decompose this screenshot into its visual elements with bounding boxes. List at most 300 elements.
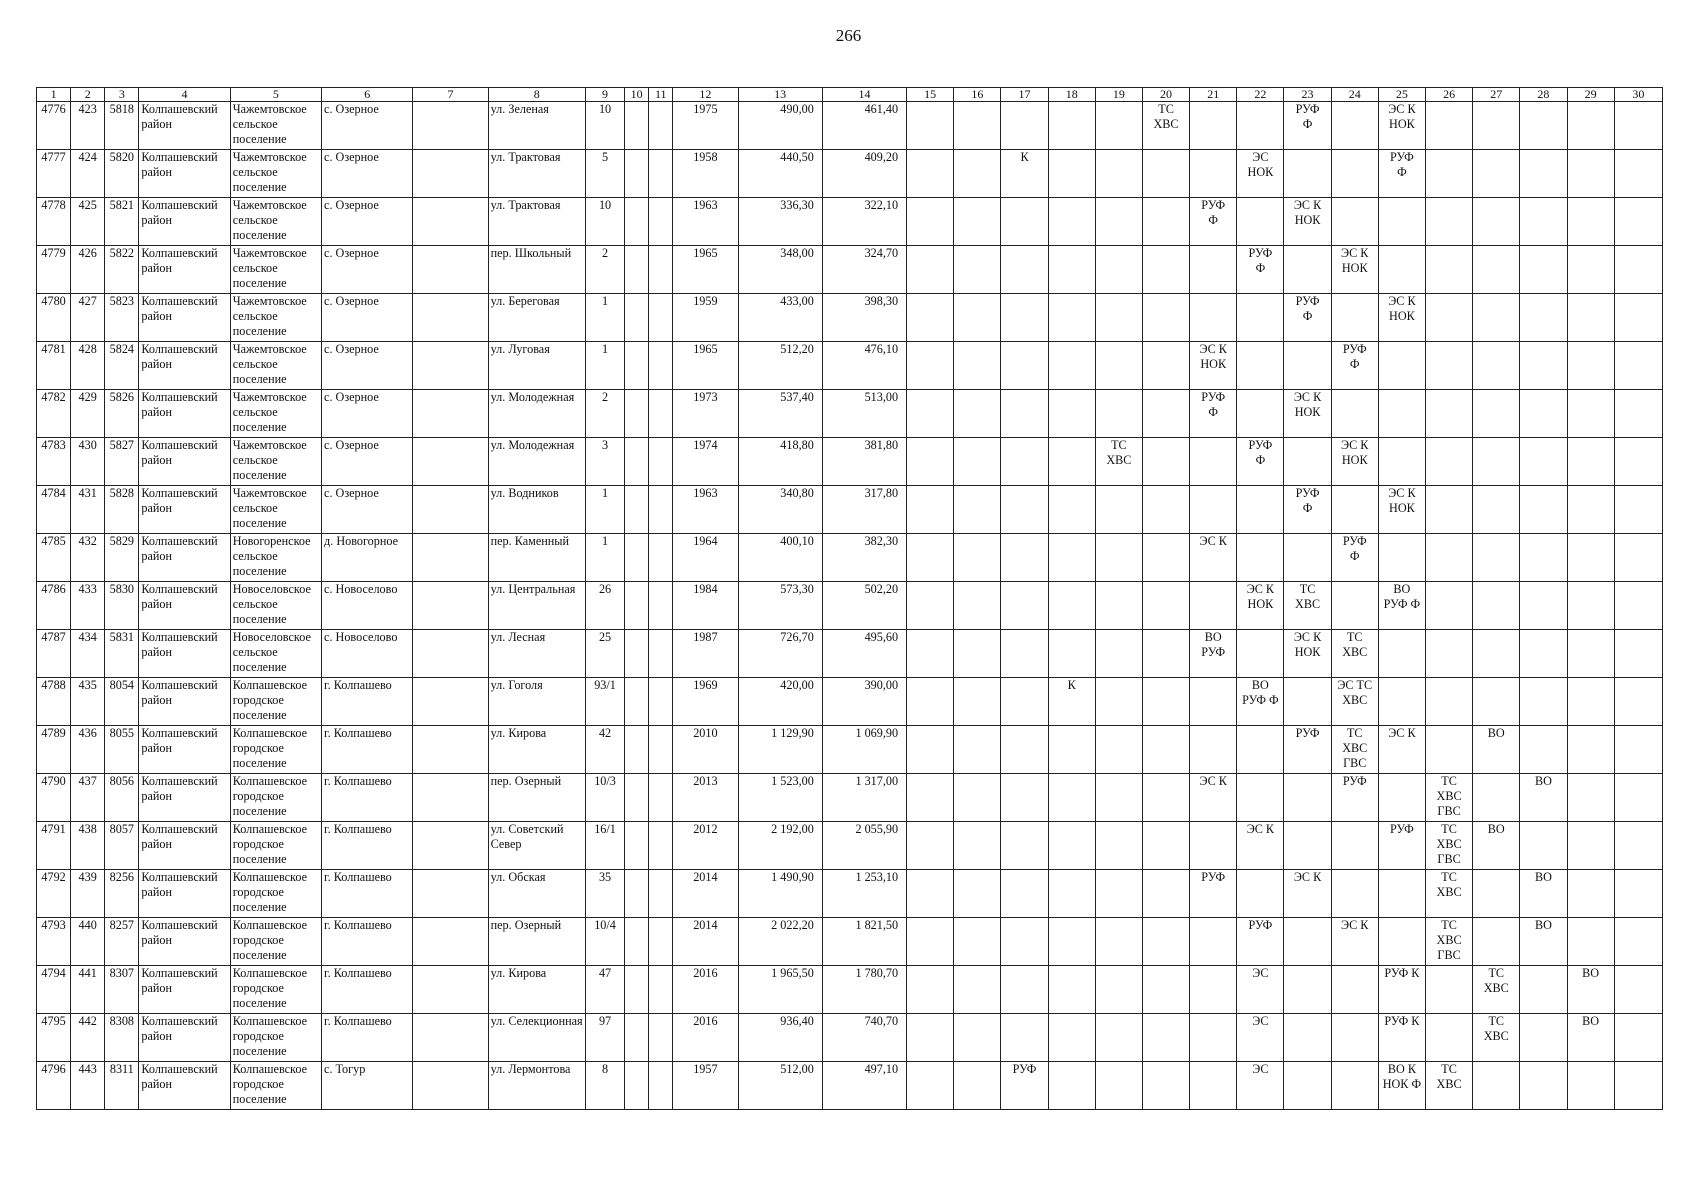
cell-col-22 xyxy=(1237,630,1284,678)
cell-col-21 xyxy=(1190,726,1237,774)
cell-col-28 xyxy=(1520,1062,1567,1110)
cell-col-25: ЭС К xyxy=(1378,726,1425,774)
cell-col-12: 2014 xyxy=(673,918,738,966)
cell-col-23 xyxy=(1284,246,1331,294)
cell-col-5: Колпашевское городское поселение xyxy=(230,1014,321,1062)
column-header-20: 20 xyxy=(1142,88,1189,102)
cell-col-6: г. Колпашево xyxy=(322,774,413,822)
cell-col-23 xyxy=(1284,1014,1331,1062)
cell-col-30 xyxy=(1614,582,1662,630)
cell-col-21 xyxy=(1190,966,1237,1014)
cell-col-11 xyxy=(649,150,673,198)
cell-col-13: 400,10 xyxy=(738,534,822,582)
table-row xyxy=(37,726,1663,774)
table-row xyxy=(37,438,1663,486)
cell-col-23 xyxy=(1284,534,1331,582)
cell-col-4: Колпашевский район xyxy=(139,918,230,966)
column-header-18: 18 xyxy=(1048,88,1095,102)
cell-col-22 xyxy=(1237,294,1284,342)
cell-col-19 xyxy=(1095,294,1142,342)
cell-col-21 xyxy=(1190,822,1237,870)
cell-col-8: ул. Лесная xyxy=(488,630,585,678)
cell-col-11 xyxy=(649,534,673,582)
cell-col-25 xyxy=(1378,630,1425,678)
cell-col-7 xyxy=(413,630,488,678)
cell-col-24 xyxy=(1331,1014,1378,1062)
cell-col-13: 418,80 xyxy=(738,438,822,486)
cell-col-22 xyxy=(1237,726,1284,774)
cell-col-23: ЭС К НОК xyxy=(1284,390,1331,438)
cell-col-14: 495,60 xyxy=(822,630,906,678)
column-header-13: 13 xyxy=(738,88,822,102)
cell-col-1: 4796 xyxy=(37,1062,71,1110)
cell-col-20 xyxy=(1142,390,1189,438)
cell-col-27 xyxy=(1473,630,1520,678)
cell-col-12: 1963 xyxy=(673,198,738,246)
cell-col-15 xyxy=(907,678,954,726)
cell-col-15 xyxy=(907,438,954,486)
cell-col-1: 4792 xyxy=(37,870,71,918)
cell-col-8: пер. Каменный xyxy=(488,534,585,582)
cell-col-18 xyxy=(1048,534,1095,582)
cell-col-12: 1975 xyxy=(673,102,738,150)
cell-col-6: с. Озерное xyxy=(322,198,413,246)
cell-col-13: 348,00 xyxy=(738,246,822,294)
cell-col-1: 4782 xyxy=(37,390,71,438)
cell-col-8: ул. Центральная xyxy=(488,582,585,630)
cell-col-29: ВО xyxy=(1567,1014,1614,1062)
cell-col-2: 438 xyxy=(71,822,105,870)
cell-col-28: ВО xyxy=(1520,870,1567,918)
cell-col-13: 336,30 xyxy=(738,198,822,246)
cell-col-29 xyxy=(1567,534,1614,582)
cell-col-26 xyxy=(1425,246,1472,294)
cell-col-27 xyxy=(1473,678,1520,726)
cell-col-28 xyxy=(1520,102,1567,150)
cell-col-6: д. Новогорное xyxy=(322,534,413,582)
cell-col-15 xyxy=(907,918,954,966)
cell-col-15 xyxy=(907,726,954,774)
cell-col-12: 2016 xyxy=(673,1014,738,1062)
cell-col-3: 5831 xyxy=(105,630,139,678)
cell-col-12: 1984 xyxy=(673,582,738,630)
cell-col-20 xyxy=(1142,246,1189,294)
cell-col-7 xyxy=(413,486,488,534)
cell-col-29 xyxy=(1567,774,1614,822)
cell-col-2: 426 xyxy=(71,246,105,294)
cell-col-28 xyxy=(1520,390,1567,438)
cell-col-20 xyxy=(1142,150,1189,198)
cell-col-13: 340,80 xyxy=(738,486,822,534)
cell-col-3: 8257 xyxy=(105,918,139,966)
cell-col-8: ул. Советский Север xyxy=(488,822,585,870)
cell-col-4: Колпашевский район xyxy=(139,870,230,918)
cell-col-28 xyxy=(1520,1014,1567,1062)
cell-col-22: РУФ Ф xyxy=(1237,246,1284,294)
cell-col-4: Колпашевский район xyxy=(139,102,230,150)
cell-col-1: 4780 xyxy=(37,294,71,342)
cell-col-23: ЭС К НОК xyxy=(1284,198,1331,246)
cell-col-9: 93/1 xyxy=(585,678,624,726)
cell-col-11 xyxy=(649,966,673,1014)
cell-col-21: ЭС К xyxy=(1190,774,1237,822)
cell-col-18 xyxy=(1048,390,1095,438)
cell-col-28 xyxy=(1520,294,1567,342)
cell-col-24 xyxy=(1331,198,1378,246)
cell-col-30 xyxy=(1614,630,1662,678)
cell-col-9: 3 xyxy=(585,438,624,486)
cell-col-21 xyxy=(1190,438,1237,486)
cell-col-26 xyxy=(1425,102,1472,150)
cell-col-7 xyxy=(413,774,488,822)
cell-col-11 xyxy=(649,630,673,678)
cell-col-7 xyxy=(413,198,488,246)
cell-col-18 xyxy=(1048,966,1095,1014)
column-header-6: 6 xyxy=(322,88,413,102)
cell-col-22 xyxy=(1237,534,1284,582)
cell-col-26: ТС ХВС xyxy=(1425,1062,1472,1110)
cell-col-24 xyxy=(1331,486,1378,534)
cell-col-26 xyxy=(1425,198,1472,246)
cell-col-15 xyxy=(907,486,954,534)
cell-col-3: 5828 xyxy=(105,486,139,534)
cell-col-22: ЭС НОК xyxy=(1237,150,1284,198)
cell-col-16 xyxy=(954,918,1001,966)
cell-col-30 xyxy=(1614,822,1662,870)
cell-col-29 xyxy=(1567,102,1614,150)
cell-col-6: г. Колпашево xyxy=(322,822,413,870)
cell-col-16 xyxy=(954,582,1001,630)
cell-col-25 xyxy=(1378,774,1425,822)
column-header-9: 9 xyxy=(585,88,624,102)
cell-col-3: 5827 xyxy=(105,438,139,486)
cell-col-11 xyxy=(649,390,673,438)
cell-col-25 xyxy=(1378,246,1425,294)
cell-col-27: ТС ХВС xyxy=(1473,966,1520,1014)
cell-col-1: 4786 xyxy=(37,582,71,630)
cell-col-19 xyxy=(1095,630,1142,678)
cell-col-24 xyxy=(1331,966,1378,1014)
cell-col-16 xyxy=(954,198,1001,246)
cell-col-27 xyxy=(1473,774,1520,822)
cell-col-30 xyxy=(1614,294,1662,342)
cell-col-8: ул. Трактовая xyxy=(488,198,585,246)
cell-col-10 xyxy=(625,534,649,582)
cell-col-12: 2016 xyxy=(673,966,738,1014)
cell-col-11 xyxy=(649,774,673,822)
column-header-28: 28 xyxy=(1520,88,1567,102)
column-header-2: 2 xyxy=(71,88,105,102)
cell-col-15 xyxy=(907,774,954,822)
cell-col-2: 423 xyxy=(71,102,105,150)
cell-col-16 xyxy=(954,1062,1001,1110)
cell-col-5: Чажемтовское сельское поселение xyxy=(230,102,321,150)
cell-col-18 xyxy=(1048,630,1095,678)
cell-col-21 xyxy=(1190,1062,1237,1110)
cell-col-13: 512,00 xyxy=(738,1062,822,1110)
cell-col-20: ТС ХВС xyxy=(1142,102,1189,150)
cell-col-5: Чажемтовское сельское поселение xyxy=(230,438,321,486)
column-header-16: 16 xyxy=(954,88,1001,102)
cell-col-8: ул. Обская xyxy=(488,870,585,918)
cell-col-26 xyxy=(1425,294,1472,342)
cell-col-14: 740,70 xyxy=(822,1014,906,1062)
cell-col-21 xyxy=(1190,918,1237,966)
cell-col-2: 432 xyxy=(71,534,105,582)
table-row xyxy=(37,150,1663,198)
cell-col-19 xyxy=(1095,342,1142,390)
cell-col-10 xyxy=(625,1062,649,1110)
cell-col-25: ЭС К НОК xyxy=(1378,294,1425,342)
cell-col-23 xyxy=(1284,966,1331,1014)
cell-col-21: ЭС К xyxy=(1190,534,1237,582)
cell-col-8: пер. Озерный xyxy=(488,774,585,822)
cell-col-12: 1958 xyxy=(673,150,738,198)
cell-col-12: 1964 xyxy=(673,534,738,582)
cell-col-12: 2010 xyxy=(673,726,738,774)
cell-col-9: 35 xyxy=(585,870,624,918)
cell-col-17 xyxy=(1001,870,1048,918)
column-header-29: 29 xyxy=(1567,88,1614,102)
cell-col-12: 1974 xyxy=(673,438,738,486)
cell-col-5: Новоселовское сельское поселение xyxy=(230,582,321,630)
cell-col-23 xyxy=(1284,342,1331,390)
cell-col-24: ЭС К НОК xyxy=(1331,246,1378,294)
cell-col-29 xyxy=(1567,486,1614,534)
cell-col-9: 2 xyxy=(585,390,624,438)
cell-col-5: Чажемтовское сельское поселение xyxy=(230,150,321,198)
cell-col-30 xyxy=(1614,726,1662,774)
cell-col-13: 2 022,20 xyxy=(738,918,822,966)
cell-col-27 xyxy=(1473,918,1520,966)
cell-col-14: 382,30 xyxy=(822,534,906,582)
cell-col-16 xyxy=(954,966,1001,1014)
cell-col-16 xyxy=(954,630,1001,678)
cell-col-29 xyxy=(1567,918,1614,966)
cell-col-9: 1 xyxy=(585,534,624,582)
cell-col-17 xyxy=(1001,534,1048,582)
cell-col-6: г. Колпашево xyxy=(322,678,413,726)
cell-col-28 xyxy=(1520,534,1567,582)
cell-col-15 xyxy=(907,630,954,678)
cell-col-16 xyxy=(954,774,1001,822)
cell-col-14: 461,40 xyxy=(822,102,906,150)
cell-col-30 xyxy=(1614,390,1662,438)
cell-col-16 xyxy=(954,438,1001,486)
cell-col-21 xyxy=(1190,150,1237,198)
cell-col-28 xyxy=(1520,198,1567,246)
table-row xyxy=(37,294,1663,342)
cell-col-17 xyxy=(1001,918,1048,966)
cell-col-4: Колпашевский район xyxy=(139,294,230,342)
cell-col-14: 2 055,90 xyxy=(822,822,906,870)
cell-col-1: 4787 xyxy=(37,630,71,678)
page-number: 266 xyxy=(835,26,862,45)
cell-col-26 xyxy=(1425,534,1472,582)
cell-col-7 xyxy=(413,438,488,486)
cell-col-10 xyxy=(625,342,649,390)
column-header-5: 5 xyxy=(230,88,321,102)
cell-col-21 xyxy=(1190,678,1237,726)
cell-col-8: ул. Зеленая xyxy=(488,102,585,150)
cell-col-1: 4776 xyxy=(37,102,71,150)
cell-col-30 xyxy=(1614,198,1662,246)
cell-col-3: 5820 xyxy=(105,150,139,198)
cell-col-4: Колпашевский район xyxy=(139,390,230,438)
column-header-27: 27 xyxy=(1473,88,1520,102)
cell-col-26 xyxy=(1425,342,1472,390)
cell-col-1: 4791 xyxy=(37,822,71,870)
cell-col-7 xyxy=(413,1014,488,1062)
cell-col-10 xyxy=(625,678,649,726)
cell-col-28 xyxy=(1520,630,1567,678)
cell-col-2: 439 xyxy=(71,870,105,918)
housing-registry-table xyxy=(36,87,1663,1110)
cell-col-5: Колпашевское городское поселение xyxy=(230,870,321,918)
cell-col-26 xyxy=(1425,678,1472,726)
cell-col-18 xyxy=(1048,102,1095,150)
cell-col-10 xyxy=(625,390,649,438)
cell-col-18 xyxy=(1048,822,1095,870)
cell-col-25: РУФ К xyxy=(1378,966,1425,1014)
cell-col-17 xyxy=(1001,582,1048,630)
cell-col-24: ЭС К НОК xyxy=(1331,438,1378,486)
cell-col-30 xyxy=(1614,678,1662,726)
cell-col-23: ЭС К xyxy=(1284,870,1331,918)
column-header-4: 4 xyxy=(139,88,230,102)
column-header-10: 10 xyxy=(625,88,649,102)
cell-col-22: РУФ xyxy=(1237,918,1284,966)
cell-col-4: Колпашевский район xyxy=(139,1014,230,1062)
cell-col-27 xyxy=(1473,870,1520,918)
cell-col-5: Чажемтовское сельское поселение xyxy=(230,246,321,294)
cell-col-17 xyxy=(1001,486,1048,534)
column-header-7: 7 xyxy=(413,88,488,102)
cell-col-24 xyxy=(1331,390,1378,438)
cell-col-9: 5 xyxy=(585,150,624,198)
cell-col-27 xyxy=(1473,246,1520,294)
cell-col-19 xyxy=(1095,390,1142,438)
cell-col-15 xyxy=(907,822,954,870)
cell-col-12: 1957 xyxy=(673,1062,738,1110)
cell-col-19 xyxy=(1095,822,1142,870)
table-header xyxy=(37,88,1663,102)
cell-col-10 xyxy=(625,774,649,822)
cell-col-22: РУФ Ф xyxy=(1237,438,1284,486)
table-row xyxy=(37,966,1663,1014)
cell-col-21 xyxy=(1190,294,1237,342)
cell-col-27 xyxy=(1473,1062,1520,1110)
table-row xyxy=(37,774,1663,822)
cell-col-14: 317,80 xyxy=(822,486,906,534)
cell-col-8: ул. Молодежная xyxy=(488,438,585,486)
cell-col-4: Колпашевский район xyxy=(139,966,230,1014)
cell-col-23: РУФ Ф xyxy=(1284,486,1331,534)
cell-col-15 xyxy=(907,582,954,630)
cell-col-6: с. Озерное xyxy=(322,486,413,534)
cell-col-4: Колпашевский район xyxy=(139,1062,230,1110)
cell-col-7 xyxy=(413,918,488,966)
cell-col-17 xyxy=(1001,774,1048,822)
cell-col-12: 1963 xyxy=(673,486,738,534)
cell-col-25: ЭС К НОК xyxy=(1378,486,1425,534)
column-header-21: 21 xyxy=(1190,88,1237,102)
cell-col-12: 1959 xyxy=(673,294,738,342)
cell-col-13: 433,00 xyxy=(738,294,822,342)
cell-col-11 xyxy=(649,246,673,294)
cell-col-8: ул. Трактовая xyxy=(488,150,585,198)
cell-col-23: ТС ХВС xyxy=(1284,582,1331,630)
cell-col-4: Колпашевский район xyxy=(139,438,230,486)
cell-col-3: 5822 xyxy=(105,246,139,294)
cell-col-14: 390,00 xyxy=(822,678,906,726)
column-header-25: 25 xyxy=(1378,88,1425,102)
cell-col-19 xyxy=(1095,486,1142,534)
cell-col-3: 5829 xyxy=(105,534,139,582)
cell-col-22: ВО РУФ Ф xyxy=(1237,678,1284,726)
cell-col-29 xyxy=(1567,726,1614,774)
cell-col-5: Колпашевское городское поселение xyxy=(230,1062,321,1110)
cell-col-2: 437 xyxy=(71,774,105,822)
cell-col-6: г. Колпашево xyxy=(322,870,413,918)
cell-col-24 xyxy=(1331,870,1378,918)
cell-col-3: 8055 xyxy=(105,726,139,774)
cell-col-7 xyxy=(413,1062,488,1110)
cell-col-29 xyxy=(1567,390,1614,438)
cell-col-1: 4785 xyxy=(37,534,71,582)
cell-col-4: Колпашевский район xyxy=(139,246,230,294)
cell-col-28 xyxy=(1520,726,1567,774)
cell-col-20 xyxy=(1142,342,1189,390)
cell-col-15 xyxy=(907,294,954,342)
cell-col-23 xyxy=(1284,1062,1331,1110)
cell-col-6: с. Тогур xyxy=(322,1062,413,1110)
cell-col-19 xyxy=(1095,582,1142,630)
cell-col-22 xyxy=(1237,390,1284,438)
cell-col-14: 324,70 xyxy=(822,246,906,294)
cell-col-29 xyxy=(1567,150,1614,198)
cell-col-17 xyxy=(1001,342,1048,390)
cell-col-25: ВО К НОК Ф xyxy=(1378,1062,1425,1110)
cell-col-17 xyxy=(1001,390,1048,438)
cell-col-17 xyxy=(1001,966,1048,1014)
cell-col-6: г. Колпашево xyxy=(322,726,413,774)
cell-col-29: ВО xyxy=(1567,966,1614,1014)
cell-col-18: К xyxy=(1048,678,1095,726)
cell-col-7 xyxy=(413,150,488,198)
cell-col-9: 26 xyxy=(585,582,624,630)
table-row xyxy=(37,678,1663,726)
cell-col-14: 398,30 xyxy=(822,294,906,342)
cell-col-6: с. Озерное xyxy=(322,342,413,390)
cell-col-7 xyxy=(413,582,488,630)
cell-col-10 xyxy=(625,822,649,870)
cell-col-14: 1 069,90 xyxy=(822,726,906,774)
cell-col-1: 4790 xyxy=(37,774,71,822)
cell-col-10 xyxy=(625,966,649,1014)
column-header-11: 11 xyxy=(649,88,673,102)
cell-col-18 xyxy=(1048,1014,1095,1062)
cell-col-10 xyxy=(625,486,649,534)
cell-col-28 xyxy=(1520,150,1567,198)
cell-col-13: 512,20 xyxy=(738,342,822,390)
table-row xyxy=(37,390,1663,438)
cell-col-23 xyxy=(1284,822,1331,870)
cell-col-27 xyxy=(1473,390,1520,438)
cell-col-6: с. Озерное xyxy=(322,390,413,438)
cell-col-23 xyxy=(1284,150,1331,198)
cell-col-3: 8311 xyxy=(105,1062,139,1110)
